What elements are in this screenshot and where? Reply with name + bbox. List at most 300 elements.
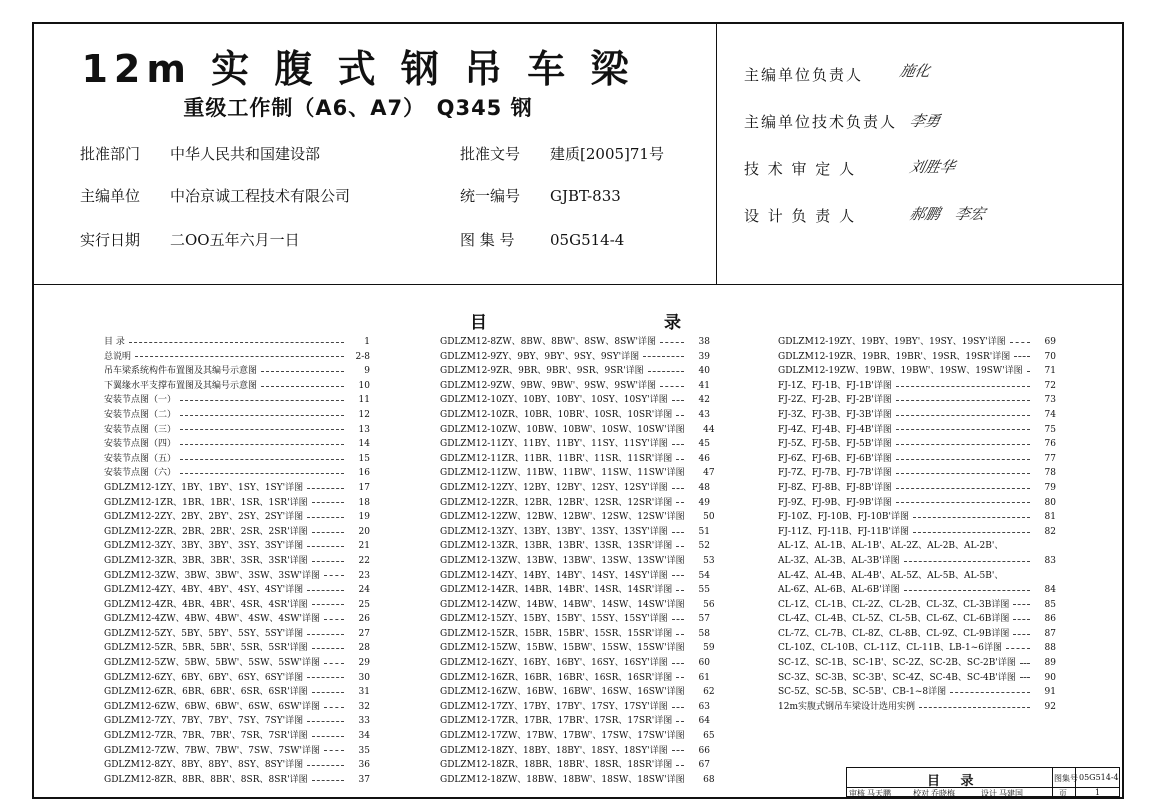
toc-leader [312,604,344,605]
toc-entry [104,335,370,350]
toc-entry-page: 63 [698,701,710,712]
toc-entry-page: 61 [698,672,710,683]
toc-entry-page: 22 [358,555,370,566]
title-block-design: 设计 [981,789,997,798]
toc-entry-title: GDLZM12-2ZR、2BR、2BR'、2SR、2SR'详图 [104,526,308,537]
toc-entry-title: GDLZM12-4ZR、4BR、4BR'、4SR、4SR'详图 [104,599,308,610]
signature-role: 主编单位技术负责人 [744,113,898,131]
toc-entry-title: GDLZM12-18ZR、18BR、18BR'、18SR、18SR'详图 [440,760,673,771]
toc-entry-page: 83 [1044,555,1056,566]
toc-entry [104,364,370,379]
toc-entry-title: GDLZM12-12ZW、12BW、12BW'、12SW、12SW'详图 [440,512,685,523]
toc-entry [778,583,1056,598]
toc-entry [440,393,710,408]
toc-entry-page: 89 [1044,658,1056,669]
toc-entry-page: 21 [358,541,370,552]
meta-value: 中华人民共和国建设部 [170,145,321,163]
toc-entry-title: SC-3Z、SC-3B、SC-3B'、SC-4Z、SC-4B、SC-4B'详图 [778,672,1016,683]
toc-entry-page: 87 [1044,628,1056,639]
toc-entry [440,423,715,438]
title-block-name: 目 录 [927,774,982,789]
toc-entry [440,525,710,540]
toc-entry-title: SC-1Z、SC-1B、SC-1B'、SC-2Z、SC-2B、SC-2B'详图 [778,658,1016,669]
toc-entry-page: 34 [358,731,370,742]
toc-leader [660,386,684,387]
title-block-page: 1 [1095,788,1101,797]
toc-entry-title: SC-5Z、SC-5B、SC-5B'、CB-1~8详图 [778,687,947,698]
toc-leader [904,590,1030,591]
toc-entry-title: GDLZM12-15ZW、15BW、15BW'、15SW、15SW'详图 [440,643,685,654]
toc-entry-page: 47 [703,468,715,479]
toc-leader [676,721,684,722]
meta-approval-no [460,143,664,164]
toc-leader [1006,648,1030,649]
toc-entry-title: GDLZM12-13ZR、13BR、13BR'、13SR、13SR'详图 [440,541,673,552]
toc-entry-title: FJ-1Z、FJ-1B、FJ-1B'详图 [778,380,892,391]
toc-entry-title: 安装节点图（五） [104,453,177,464]
toc-entry-page: 19 [358,512,370,523]
toc-entry [104,525,370,540]
toc-entry-page: 90 [1044,672,1056,683]
toc-entry-title: GDLZM12-14ZY、14BY、14BY'、14SY、14SY'详图 [440,570,668,581]
toc-leader [896,444,1030,445]
toc-entry-title: AL-1Z、AL-1B、AL-1B'、AL-2Z、AL-2B、AL-2B'、 [778,541,1004,552]
toc-leader [312,736,344,737]
toc-entry-title: GDLZM12-9ZY、9BY、9BY'、9SY、9SY'详图 [440,351,640,362]
toc-entry-page: 72 [1044,380,1056,391]
toc-leader [307,634,344,635]
toc-entry-page: 16 [358,468,370,479]
toc-entry-title: GDLZM12-3ZW、3BW、3BW'、3SW、3SW'详图 [104,570,320,581]
toc-entry-title: GDLZM12-2ZY、2BY、2BY'、2SY、2SY'详图 [104,512,304,523]
toc-leader [324,663,344,664]
meta-key: 图 集 号 [460,231,515,249]
toc-leader [896,488,1030,489]
toc-entry [104,773,370,788]
title-block-page-label: 页 [1059,789,1067,798]
toc-leader [1013,604,1030,605]
toc-entry-title: GDLZM12-5ZY、5BY、5BY'、5SY、5SY'详图 [104,628,304,639]
toc-entry-title: GDLZM12-19ZY、19BY、19BY'、19SY、19SY'详图 [778,337,1006,347]
toc-leader [676,677,684,678]
handwritten-signature: 郝鹏 李宏 [907,205,987,223]
toc-entry [778,466,1056,481]
toc-entry-page: 86 [1044,614,1056,625]
toc-entry [104,569,370,584]
toc-leader [324,750,344,751]
toc-entry [104,379,370,394]
toc-entry [440,496,710,511]
toc-leader [307,677,344,678]
toc-entry-title: GDLZM12-5ZR、5BR、5BR'、5SR、5SR'详图 [104,643,308,654]
toc-leader [660,342,684,343]
toc-entry-page: 39 [698,351,710,362]
meta-value: 二OO五年六月一日 [170,231,300,249]
toc-entry [440,335,710,350]
toc-leader [180,473,344,474]
toc-leader [1014,356,1030,357]
toc-entry-page: 40 [698,366,710,377]
toc-entry-page: 64 [698,716,710,727]
toc-entry [778,525,1056,540]
toc-entry [778,496,1056,511]
toc-entry-page: 65 [703,731,715,742]
toc-entry-page: 54 [698,570,710,581]
toc-entry-title: GDLZM12-16ZW、16BW、16BW'、16SW、16SW'详图 [440,687,685,698]
toc-leader [261,386,344,387]
title-block-atlas-no: 05G514-4 [1079,773,1119,782]
toc-entry [440,408,710,423]
toc-entry [440,627,710,642]
toc-leader [904,561,1030,562]
toc-entry-title: CL-10Z、CL-10B、CL-11Z、CL-11B、LB-1~6详图 [778,643,1002,654]
signature-role: 主编单位负责人 [744,66,864,84]
toc-entry-title: GDLZM12-16ZY、16BY、16BY'、16SY、16SY'详图 [440,658,668,669]
toc-entry-title: 目 录 [104,337,125,347]
toc-leader [1013,619,1030,620]
toc-entry-page: 60 [698,658,710,669]
toc-entry [440,350,710,365]
title-block-review: 审核 [849,789,865,798]
toc-entry-page: 18 [358,497,370,508]
toc-entry [104,700,370,715]
toc-entry [440,437,710,452]
signature-design-lead [744,205,856,226]
toc-entry-page: 28 [358,643,370,654]
toc-leader [913,517,1030,518]
toc-entry-page: 92 [1044,701,1056,712]
toc-entry-page: 56 [703,599,715,610]
toc-entry-page: 82 [1044,526,1056,537]
toc-entry-page: 58 [698,628,710,639]
toc-entry [440,510,715,525]
toc-entry-page: 52 [698,541,710,552]
toc-entry-title: GDLZM12-19ZW、19BW、19BW'、19SW、19SW'详图 [778,366,1023,377]
meta-key: 批准部门 [80,145,141,163]
toc-leader [672,707,684,708]
toc-leader [676,502,684,503]
toc-entry-page: 36 [358,760,370,771]
toc-entry-page: 78 [1044,468,1056,479]
toc-entry-page: 81 [1044,512,1056,523]
meta-key: 批准文号 [460,145,521,163]
page-title: 12m 实 腹 式 钢 吊 车 梁 [81,47,635,91]
toc-leader [312,780,344,781]
toc-entry-page: 37 [358,774,370,785]
toc-entry-page: 30 [358,672,370,683]
toc-entry [104,350,370,365]
toc-entry-page: 67 [698,760,710,771]
toc-entry-page: 50 [703,512,715,523]
toc-entry-page: 73 [1044,395,1056,406]
toc-entry-title: GDLZM12-8ZY、8BY、8BY'、8SY、8SY'详图 [104,760,304,771]
toc-leader [672,488,684,489]
toc-entry-title: CL-4Z、CL-4B、CL-5Z、CL-5B、CL-6Z、CL-6B详图 [778,614,1010,625]
toc-entry-page: 79 [1044,482,1056,493]
toc-entry-title: GDLZM12-17ZW、17BW、17BW'、17SW、17SW'详图 [440,731,685,742]
toc-entry-title: GDLZM12-10ZY、10BY、10BY'、10SY、10SY'详图 [440,395,668,406]
toc-leader [307,546,344,547]
signature-role: 技 术 审 定 人 [744,160,857,178]
meta-value: 建质[2005]71号 [550,145,664,163]
toc-entry-title: GDLZM12-3ZY、3BY、3BY'、3SY、3SY'详图 [104,541,304,552]
toc-entry-title: 安装节点图（四） [104,439,177,450]
toc-entry [104,583,370,598]
toc-entry-page: 9 [364,366,370,377]
toc-entry-page: 75 [1044,424,1056,435]
toc-entry-title: GDLZM12-7ZY、7BY、7BY'、7SY、7SY'详图 [104,716,304,727]
toc-entry-page: 31 [358,687,370,698]
meta-unified-no [460,185,621,206]
header-divider [716,22,717,284]
toc-leader [672,663,684,664]
toc-leader [261,371,344,372]
toc-entry [104,437,370,452]
toc-leader [307,488,344,489]
toc-entry-page: 85 [1044,599,1056,610]
toc-entry-page: 38 [698,337,710,347]
toc-entry-page: 45 [698,439,710,450]
toc-entry [104,671,370,686]
toc-entry [440,700,710,715]
toc-leader [307,517,344,518]
toc-entry [104,408,370,423]
meta-value: 05G514-4 [550,231,625,249]
toc-entry-title: GDLZM12-7ZW、7BW、7BW'、7SW、7SW'详图 [104,745,320,756]
handwritten-signature: 施化 [897,62,932,80]
meta-key: 实行日期 [80,231,141,249]
toc-entry-page: 46 [698,453,710,464]
toc-leader [180,400,344,401]
toc-entry-page: 69 [1044,337,1056,347]
toc-leader [324,707,344,708]
toc-entry-page: 66 [698,745,710,756]
toc-entry [104,496,370,511]
toc-entry-title: 安装节点图（二） [104,409,177,420]
toc-entry [778,656,1056,671]
toc-entry-title: GDLZM12-6ZW、6BW、6BW'、6SW、6SW'详图 [104,701,320,712]
toc-entry-page: 29 [358,658,370,669]
toc-entry [778,481,1056,496]
toc-entry [104,423,370,438]
toc-entry [778,437,1056,452]
toc-entry-title: GDLZM12-13ZW、13BW、13BW'、13SW、13SW'详图 [440,555,685,566]
meta-effective-date [80,229,300,250]
toc-leader [307,721,344,722]
toc-entry-title: GDLZM12-6ZY、6BY、6BY'、6SY、6SY'详图 [104,672,304,683]
toc-entry [778,335,1056,350]
toc-entry [778,408,1056,423]
toc-entry-page: 15 [358,453,370,464]
toc-leader [676,765,684,766]
toc-leader [180,429,344,430]
toc-entry-title: GDLZM12-1ZY、1BY、1BY'、1SY、1SY'详图 [104,482,304,493]
toc-leader [1010,342,1030,343]
toc-entry-page: 77 [1044,453,1056,464]
toc-entry-title: 安装节点图（一） [104,395,177,406]
toc-leader [896,415,1030,416]
toc-entry-title: GDLZM12-15ZY、15BY、15BY'、15SY、15SY'详图 [440,614,668,625]
toc-entry [440,744,710,759]
meta-editor-unit [80,185,350,206]
toc-entry-page: 27 [358,628,370,639]
toc-entry [778,685,1056,700]
toc-entry-title: GDLZM12-19ZR、19BR、19BR'、19SR、19SR'详图 [778,351,1011,362]
toc-entry [104,744,370,759]
toc-entry-title: GDLZM12-7ZR、7BR、7BR'、7SR、7SR'详图 [104,731,308,742]
toc-entry [104,466,370,481]
toc-entry-title: CL-7Z、CL-7B、CL-8Z、CL-8B、CL-9Z、CL-9B详图 [778,628,1010,639]
toc-entry [778,510,1056,525]
toc-entry [104,554,370,569]
toc-leader [896,502,1030,503]
toc-leader [1027,371,1030,372]
toc-entry-title: FJ-3Z、FJ-3B、FJ-3B'详图 [778,409,892,420]
toc-entry-title: GDLZM12-18ZY、18BY、18BY'、18SY、18SY'详图 [440,745,668,756]
meta-key: 主编单位 [80,187,141,205]
toc-entry-title: GDLZM12-8ZW、8BW、8BW'、8SW、8SW'详图 [440,337,656,347]
toc-leader [312,648,344,649]
toc-entry [104,481,370,496]
toc-entry-title: GDLZM12-10ZW、10BW、10BW'、10SW、10SW'详图 [440,424,685,435]
toc-entry [440,569,710,584]
toc-entry [440,466,715,481]
toc-entry-title: GDLZM12-8ZR、8BR、8BR'、8SR、8SR'详图 [104,774,308,785]
signature-chief-unit [744,64,863,85]
toc-entry-page: 1 [364,337,370,347]
toc-entry-page: 62 [703,687,715,698]
toc-leader [1013,634,1030,635]
toc-leader [307,765,344,766]
toc-entry-title: 安装节点图（六） [104,468,177,479]
toc-entry [440,539,710,554]
title-block [846,767,1120,797]
toc-heading-left: 目 [470,313,487,333]
toc-leader [312,502,344,503]
toc-leader [672,575,684,576]
signature-tech-review [744,158,856,179]
toc-entry-page: 41 [698,380,710,391]
toc-entry-page: 59 [703,643,715,654]
meta-value: 中冶京诚工程技术有限公司 [170,187,351,205]
toc-entry [440,583,710,598]
toc-entry [104,510,370,525]
toc-entry-title: GDLZM12-14ZW、14BW、14BW'、14SW、14SW'详图 [440,599,685,610]
toc-entry [440,481,710,496]
toc-leader [950,692,1030,693]
toc-entry [104,627,370,642]
title-block-reviewer: 马天鹏 [867,789,891,798]
toc-entry-title: 总说明 [104,351,132,362]
toc-leader [180,459,344,460]
toc-entry [104,714,370,729]
toc-entry-page: 49 [698,497,710,508]
toc-heading-right: 录 [664,313,681,333]
toc-entry [440,656,710,671]
toc-leader [676,634,684,635]
toc-leader [643,356,684,357]
toc-entry [104,539,370,554]
toc-entry-page: 91 [1044,687,1056,698]
toc-entry-page: 53 [703,555,715,566]
toc-entry-page: 11 [358,395,370,406]
toc-entry-title: GDLZM12-11ZW、11BW、11BW'、11SW、11SW'详图 [440,468,685,479]
toc-leader [312,561,344,562]
toc-leader [919,707,1030,708]
toc-entry-title: AL-6Z、AL-6B、AL-6B'详图 [778,585,900,596]
toc-leader [896,400,1030,401]
toc-entry-page: 13 [358,424,370,435]
toc-entry-page: 12 [358,409,370,420]
toc-entry-page: 57 [698,614,710,625]
toc-entry-title: FJ-6Z、FJ-6B、FJ-6B'详图 [778,453,892,464]
toc-entry [440,641,715,656]
toc-entry-page: 23 [358,570,370,581]
toc-entry-title: FJ-5Z、FJ-5B、FJ-5B'详图 [778,439,892,450]
toc-entry [104,393,370,408]
toc-leader [676,415,684,416]
toc-entry-page: 43 [698,409,710,420]
toc-entry [440,612,710,627]
toc-entry [104,612,370,627]
toc-entry [104,729,370,744]
toc-entry [104,598,370,613]
toc-entry [104,656,370,671]
toc-entry-title: GDLZM12-11ZR、11BR、11BR'、11SR、11SR'详图 [440,453,673,464]
toc-entry [440,729,715,744]
toc-entry-title: FJ-4Z、FJ-4B、FJ-4B'详图 [778,424,892,435]
toc-entry [440,685,715,700]
toc-leader [1020,677,1030,678]
toc-entry-page: 20 [358,526,370,537]
toc-entry-title: AL-3Z、AL-3B、AL-3B'详图 [778,555,900,566]
meta-approval-dept [80,143,320,164]
toc-entry-title: GDLZM12-4ZW、4BW、4BW'、4SW、4SW'详图 [104,614,320,625]
toc-entry-title: GDLZM12-17ZR、17BR、17BR'、17SR、17SR'详图 [440,716,673,727]
toc-entry [104,685,370,700]
toc-entry-page: 48 [698,482,710,493]
toc-entry-title: FJ-8Z、FJ-8B、FJ-8B'详图 [778,482,892,493]
toc-entry-title: FJ-10Z、FJ-10B、FJ-10B'详图 [778,512,909,523]
toc-entry-title: FJ-7Z、FJ-7B、FJ-7B'详图 [778,468,892,479]
toc-leader [1020,663,1030,664]
toc-leader [135,356,344,357]
toc-leader [896,473,1030,474]
toc-column-1 [104,335,370,787]
toc-entry [778,539,1056,554]
toc-entry-title: FJ-9Z、FJ-9B、FJ-9B'详图 [778,497,892,508]
toc-leader [672,400,684,401]
toc-entry [778,569,1056,584]
toc-entry [778,393,1056,408]
toc-entry-title: GDLZM12-4ZY、4BY、4BY'、4SY、4SY'详图 [104,585,304,596]
toc-entry-page: 25 [358,599,370,610]
toc-entry [778,627,1056,642]
toc-entry [440,364,710,379]
toc-entry-page: 55 [698,585,710,596]
toc-entry-page: 84 [1044,585,1056,596]
toc-entry [778,612,1056,627]
toc-entry-title: GDLZM12-12ZR、12BR、12BR'、12SR、12SR'详图 [440,497,673,508]
toc-entry [778,598,1056,613]
toc-entry-title: GDLZM12-12ZY、12BY、12BY'、12SY、12SY'详图 [440,482,668,493]
signature-chief-tech [744,111,897,132]
toc-leader [312,532,344,533]
toc-entry-title: GDLZM12-1ZR、1BR、1BR'、1SR、1SR'详图 [104,497,308,508]
title-block-atlas-label: 图集号 [1054,774,1078,783]
toc-entry-title: GDLZM12-16ZR、16BR、16BR'、16SR、16SR'详图 [440,672,673,683]
toc-leader [913,532,1030,533]
